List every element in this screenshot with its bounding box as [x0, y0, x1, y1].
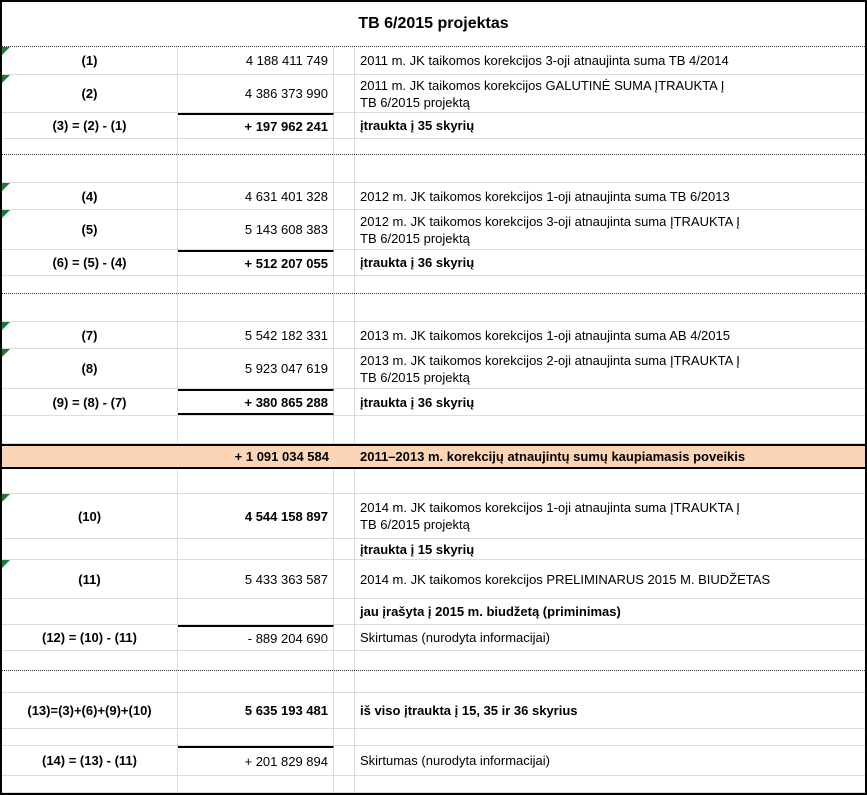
row-label-cell[interactable]	[2, 693, 178, 728]
row-label: (11)	[78, 571, 101, 587]
row-value-cell[interactable]	[178, 155, 334, 182]
row-value-cell[interactable]	[178, 746, 334, 775]
row-value-cell[interactable]	[178, 322, 334, 348]
spacer-cell[interactable]	[334, 349, 355, 388]
row-label-cell[interactable]	[2, 729, 178, 745]
cell-error-flag-icon	[2, 349, 10, 357]
row-label-cell[interactable]	[2, 276, 178, 293]
row-value-cell[interactable]	[178, 113, 334, 138]
row-label: (9) = (8) - (7)	[52, 394, 127, 410]
row-value-cell[interactable]	[178, 75, 334, 112]
row-value-cell[interactable]	[178, 776, 334, 792]
row-description-line: įtraukta į 36 skyrių	[360, 394, 475, 410]
cell-error-flag-icon	[2, 560, 10, 568]
row-description-cell[interactable]	[355, 294, 865, 321]
row-value-cell[interactable]	[178, 416, 334, 443]
row-label-cell[interactable]	[2, 446, 178, 467]
row-value-cell[interactable]	[178, 250, 334, 275]
row-label-cell[interactable]	[2, 776, 178, 792]
row-label: (4)	[81, 188, 98, 204]
cell-error-flag-icon	[2, 322, 10, 330]
row-description-cell[interactable]	[355, 446, 865, 467]
row-description-cell[interactable]	[355, 349, 865, 388]
row-label: (8)	[81, 361, 98, 376]
row-value: + 1 091 034 584	[234, 449, 329, 464]
row-label-cell[interactable]	[2, 671, 178, 692]
row-description-line: įtraukta į 35 skyrių	[360, 118, 475, 133]
table-row	[2, 113, 865, 139]
row-label: (7)	[81, 327, 98, 343]
row-description-line: 2012 m. JK taikomos korekcijos 1-oji atnaujinta suma TB 6/2013	[360, 188, 730, 204]
table-row	[2, 494, 865, 539]
row-description-cell[interactable]	[355, 47, 865, 74]
spacer-cell[interactable]	[334, 155, 355, 182]
row-description-line: 2013 m. JK taikomos korekcijos 2-oji atnaujinta suma ĮTRAUKTA Į	[360, 352, 740, 368]
row-label: (12) = (10) - (11)	[41, 630, 137, 645]
row-description-cell[interactable]	[355, 494, 865, 538]
spacer-cell[interactable]	[334, 625, 355, 650]
row-description-line: 2014 m. JK taikomos korekcijos 1-oji atnaujinta suma ĮTRAUKTA Į	[360, 500, 740, 515]
table-row	[2, 539, 865, 560]
row-value-cell[interactable]	[178, 560, 334, 598]
row-value-cell[interactable]	[178, 210, 334, 249]
row-description-cell[interactable]	[355, 469, 865, 493]
row-label-cell[interactable]	[2, 625, 178, 650]
spacer-cell[interactable]	[334, 47, 355, 74]
row-label-cell[interactable]	[2, 113, 178, 138]
row-description-line: Skirtumas (nurodyta informacijai)	[360, 630, 551, 645]
row-value: + 197 962 241	[244, 119, 328, 134]
row-description-line: TB 6/2015 projektą	[360, 230, 470, 246]
spacer-cell[interactable]	[334, 276, 355, 293]
row-description-line: Skirtumas (nurodyta informacijai)	[360, 753, 551, 768]
row-label-cell[interactable]	[2, 746, 178, 775]
spacer-cell[interactable]	[334, 693, 355, 728]
spacer-cell[interactable]	[334, 416, 355, 443]
row-label-cell[interactable]	[2, 599, 178, 624]
row-description-cell[interactable]	[355, 776, 865, 792]
row-value: 4 386 373 990	[244, 86, 328, 101]
row-label: (2)	[81, 86, 98, 101]
table-row	[2, 729, 865, 746]
table-row	[2, 349, 865, 389]
row-description-cell[interactable]	[355, 625, 865, 650]
row-description-cell[interactable]	[355, 729, 865, 745]
row-label-cell[interactable]	[2, 47, 178, 74]
spacer-cell[interactable]	[334, 389, 355, 415]
cell-error-flag-icon	[2, 210, 10, 218]
row-description-line: 2014 m. JK taikomos korekcijos PRELIMINARUS 2015 M. BIUDŽETAS	[360, 571, 771, 587]
table-row	[2, 693, 865, 729]
spacer-cell[interactable]	[334, 729, 355, 745]
row-value-cell[interactable]	[178, 276, 334, 293]
table-row	[2, 389, 865, 416]
row-value-cell[interactable]	[178, 693, 334, 728]
row-value-cell[interactable]	[178, 349, 334, 388]
row-description-cell[interactable]	[355, 416, 865, 443]
table-row	[2, 651, 865, 671]
table-row	[2, 75, 865, 113]
table-row	[2, 276, 865, 294]
table-row	[2, 599, 865, 625]
row-description-cell[interactable]	[355, 250, 865, 275]
row-label-cell[interactable]	[2, 349, 178, 388]
spacer-cell[interactable]	[334, 494, 355, 538]
row-value: 5 143 608 383	[244, 222, 328, 237]
row-value-cell[interactable]	[178, 47, 334, 74]
row-description-cell[interactable]	[355, 276, 865, 293]
row-value: 4 631 401 328	[244, 188, 328, 204]
row-value-cell[interactable]	[178, 651, 334, 670]
row-description-line: įtraukta į 15 skyrių	[360, 541, 475, 557]
row-description-line: 2013 m. JK taikomos korekcijos 1-oji atnaujinta suma AB 4/2015	[360, 327, 730, 343]
table-row	[2, 155, 865, 183]
row-value-cell[interactable]	[178, 294, 334, 321]
table-row	[2, 469, 865, 494]
row-value: 4 544 158 897	[244, 508, 328, 524]
spacer-cell[interactable]	[334, 746, 355, 775]
spacer-cell[interactable]	[334, 75, 355, 112]
row-value: + 380 865 288	[244, 394, 328, 410]
row-label-cell[interactable]	[2, 322, 178, 348]
table-row	[2, 416, 865, 444]
row-description-line: įtraukta į 36 skyrių	[360, 255, 475, 270]
row-description-cell[interactable]	[355, 599, 865, 624]
table-title: TB 6/2015 projektas	[358, 15, 509, 32]
spacer-cell[interactable]	[334, 210, 355, 249]
row-label-cell[interactable]	[2, 183, 178, 209]
table-row	[2, 183, 865, 210]
row-description-line: 2011 m. JK taikomos korekcijos 3-oji atnaujinta suma TB 4/2014	[360, 53, 729, 68]
row-value-cell[interactable]	[178, 494, 334, 538]
spacer-cell[interactable]	[334, 294, 355, 321]
row-description-cell[interactable]	[355, 210, 865, 249]
table-row	[2, 746, 865, 776]
row-value: 5 635 193 481	[244, 703, 328, 718]
row-description-cell[interactable]	[355, 671, 865, 692]
spacer-cell[interactable]	[334, 446, 355, 467]
spacer-cell[interactable]	[334, 183, 355, 209]
row-label-cell[interactable]	[2, 250, 178, 275]
row-label: (13)=(3)+(6)+(9)+(10)	[27, 703, 152, 718]
row-description-cell[interactable]	[355, 155, 865, 182]
table-title-cell[interactable]	[2, 2, 865, 47]
spacer-cell[interactable]	[334, 113, 355, 138]
row-description-cell[interactable]	[355, 322, 865, 348]
row-label-cell[interactable]	[2, 389, 178, 415]
row-value: 4 188 411 749	[245, 53, 328, 68]
row-label-cell[interactable]	[2, 139, 178, 154]
row-description-cell[interactable]	[355, 693, 865, 728]
row-value-cell[interactable]	[178, 446, 334, 467]
table-row	[2, 560, 865, 599]
row-description-cell[interactable]	[355, 389, 865, 415]
row-label: (10)	[77, 508, 102, 524]
row-value-cell[interactable]	[178, 469, 334, 493]
row-description-line: iš viso įtraukta į 15, 35 ir 36 skyrius	[360, 703, 578, 718]
table-row	[2, 47, 865, 75]
cell-error-flag-icon	[2, 183, 10, 191]
row-label-cell[interactable]	[2, 416, 178, 443]
row-label-cell[interactable]	[2, 651, 178, 670]
row-value: + 512 207 055	[244, 256, 328, 271]
spacer-cell[interactable]	[334, 599, 355, 624]
spacer-cell[interactable]	[334, 469, 355, 493]
row-value-cell[interactable]	[178, 625, 334, 650]
table-body	[2, 47, 865, 793]
cell-error-flag-icon	[2, 494, 10, 502]
row-value-cell[interactable]	[178, 183, 334, 209]
row-description-line: TB 6/2015 projektą	[360, 517, 470, 532]
row-value: - 889 204 690	[247, 631, 328, 646]
row-value-cell[interactable]	[178, 139, 334, 154]
row-label-cell[interactable]	[2, 155, 178, 182]
row-label-cell[interactable]	[2, 294, 178, 321]
row-label-cell[interactable]	[2, 560, 178, 598]
table-row	[2, 625, 865, 651]
row-description-line: 2011–2013 m. korekcijų atnaujintų sumų kaupiamasis poveikis	[360, 449, 746, 464]
row-value-cell[interactable]	[178, 729, 334, 745]
row-description-cell[interactable]	[355, 75, 865, 112]
row-description-cell[interactable]	[355, 746, 865, 775]
row-label-cell[interactable]	[2, 539, 178, 559]
row-value-cell[interactable]	[178, 389, 334, 415]
row-value: + 201 829 894	[244, 754, 328, 769]
row-value: 5 433 363 587	[244, 571, 328, 587]
row-value: 5 923 047 619	[244, 361, 328, 376]
row-label-cell[interactable]	[2, 469, 178, 493]
row-description-line: 2011 m. JK taikomos korekcijos GALUTINĖ SUMA ĮTRAUKTA Į	[360, 77, 725, 93]
row-value-cell[interactable]	[178, 671, 334, 692]
row-description-line: 2012 m. JK taikomos korekcijos 3-oji atnaujinta suma ĮTRAUKTA Į	[360, 213, 740, 229]
table-row	[2, 210, 865, 250]
table-row	[2, 294, 865, 322]
row-label: (1)	[81, 53, 98, 68]
spacer-cell[interactable]	[334, 539, 355, 559]
row-description-cell[interactable]	[355, 651, 865, 670]
table-row	[2, 322, 865, 349]
row-value: 5 542 182 331	[244, 327, 328, 343]
row-description-cell[interactable]	[355, 539, 865, 559]
table-row	[2, 671, 865, 693]
row-label: (14) = (13) - (11)	[41, 753, 137, 768]
row-label-cell[interactable]	[2, 210, 178, 249]
row-label: (5)	[81, 222, 98, 237]
spacer-cell[interactable]	[334, 651, 355, 670]
row-description-cell[interactable]	[355, 560, 865, 598]
spacer-cell[interactable]	[334, 322, 355, 348]
row-label-cell[interactable]	[2, 75, 178, 112]
row-description-line: jau įrašyta į 2015 m. biudžetą (priminimas)	[360, 604, 621, 619]
row-label: (3) = (2) - (1)	[52, 118, 127, 133]
spacer-cell[interactable]	[334, 671, 355, 692]
row-description-line: TB 6/2015 projektą	[360, 369, 470, 385]
spacer-cell[interactable]	[334, 560, 355, 598]
spacer-cell[interactable]	[334, 139, 355, 154]
table-row	[2, 139, 865, 155]
row-label: (6) = (5) - (4)	[52, 255, 127, 270]
row-description-line: TB 6/2015 projektą	[360, 94, 470, 110]
cell-error-flag-icon	[2, 75, 10, 83]
row-description-cell[interactable]	[355, 139, 865, 154]
table-row	[2, 250, 865, 276]
cumulative-total-row	[2, 444, 865, 469]
cell-error-flag-icon	[2, 47, 10, 55]
row-value-cell[interactable]	[178, 539, 334, 559]
row-value-cell[interactable]	[178, 599, 334, 624]
row-description-cell[interactable]	[355, 113, 865, 138]
row-description-cell[interactable]	[355, 183, 865, 209]
spacer-cell[interactable]	[334, 250, 355, 275]
table-row	[2, 776, 865, 793]
row-label-cell[interactable]	[2, 494, 178, 538]
spacer-cell[interactable]	[334, 776, 355, 792]
